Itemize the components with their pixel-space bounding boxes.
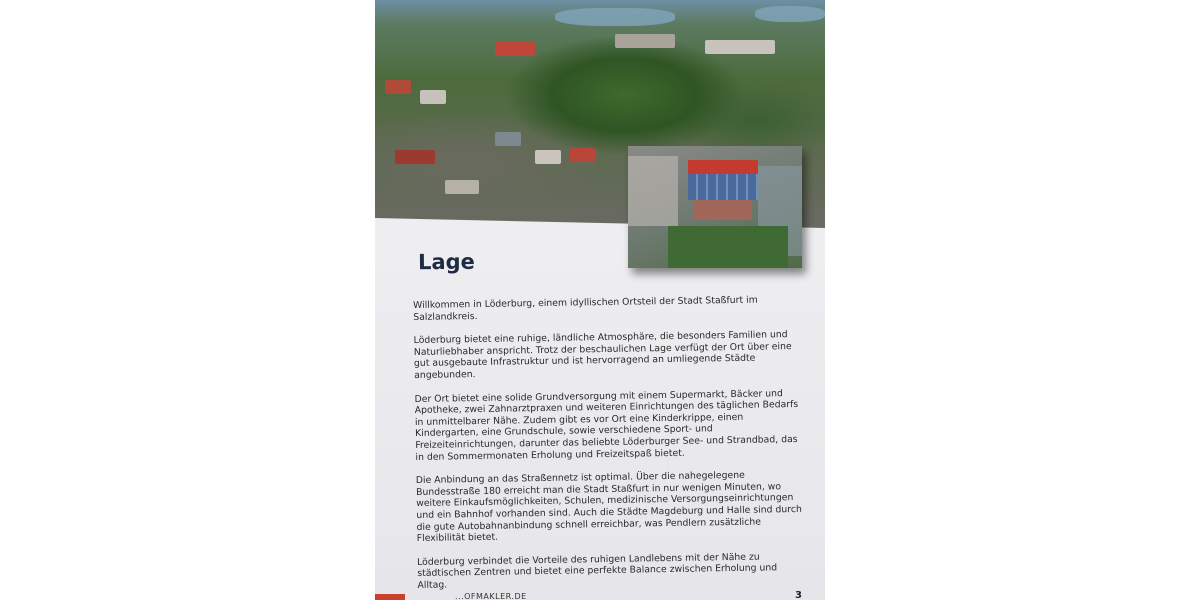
- roof-shape: [420, 90, 446, 104]
- body-text: [413, 294, 810, 600]
- lake-shape: [555, 8, 675, 26]
- paragraph: Die Anbindung an das Straßennetz ist optimal. Über die nahegelegene Bundesstraße 180 erreicht man die Stadt Staßfurt in nur wenigen Minuten, wo weitere Einkaufsmöglichkeiten, Schulen, medizinische Versorgungseinrichtungen und ein Bahnhof vorhanden sind. Auch die Städte Magdeburg und Halle sind durch die gute Autobahnanbindung schnell erreichbar, was Pendlern zusätzliche Flexibilität bietet.: [415, 469, 802, 545]
- page-number: 3: [795, 590, 802, 600]
- section-title: Lage: [417, 249, 475, 275]
- roof-shape: [495, 132, 521, 146]
- roof-shape: [495, 42, 535, 56]
- roof-shape: [570, 148, 596, 162]
- garden-shape: [668, 226, 788, 268]
- house-wall-shape: [694, 200, 752, 220]
- footer-accent-bar: [375, 594, 405, 600]
- roof-shape: [705, 40, 775, 54]
- solar-panel-shape: [688, 174, 758, 200]
- house-inset-photo: [628, 146, 802, 268]
- roof-shape: [445, 180, 479, 194]
- paragraph: Willkommen in Löderburg, einem idyllischen Ortsteil der Stadt Staßfurt im Salzlandkreis.: [413, 294, 758, 323]
- lake-shape: [755, 6, 825, 22]
- house-roof-shape: [688, 160, 758, 174]
- roof-shape: [395, 150, 435, 164]
- neighbor-house-shape: [628, 156, 678, 226]
- roof-shape: [535, 150, 561, 164]
- roof-shape: [385, 80, 411, 94]
- roof-shape: [615, 34, 675, 48]
- footer-url: ...OFMAKLER.DE: [455, 592, 527, 600]
- paragraph: Löderburg verbindet die Vorteile des ruhigen Landlebens mit der Nähe zu städtischen Zentren und bietet eine perfekte Balance zwischen Erholung und Alltag.: [417, 551, 778, 591]
- paragraph: Löderburg bietet eine ruhige, ländliche Atmosphäre, die besonders Familien und Naturliebhaber anspricht. Trotz der beschaulichen Lage verfügt der Ort über eine gut ausgebaute Infrastruktur und ist hervorragend an umliegende Städte angebunden.: [413, 329, 792, 381]
- paragraph: Der Ort bietet eine solide Grundversorgung mit einem Supermarkt, Bäcker und Apotheke, zwei Zahnarztpraxen und weiteren Einrichtungen des täglichen Bedarfs in unmittelbarer Nähe. Zudem gibt es vor Ort eine Kinderkrippe, einen Kindergarten, eine Grundschule, sowie verschiedene Sport- und Freizeiteinrichtungen, darunter das beliebte Löderburger See- und Strandbad, das in den Sommermonaten Erholung und Freizeitspaß bietet.: [414, 387, 799, 463]
- brochure-page: [375, 0, 825, 600]
